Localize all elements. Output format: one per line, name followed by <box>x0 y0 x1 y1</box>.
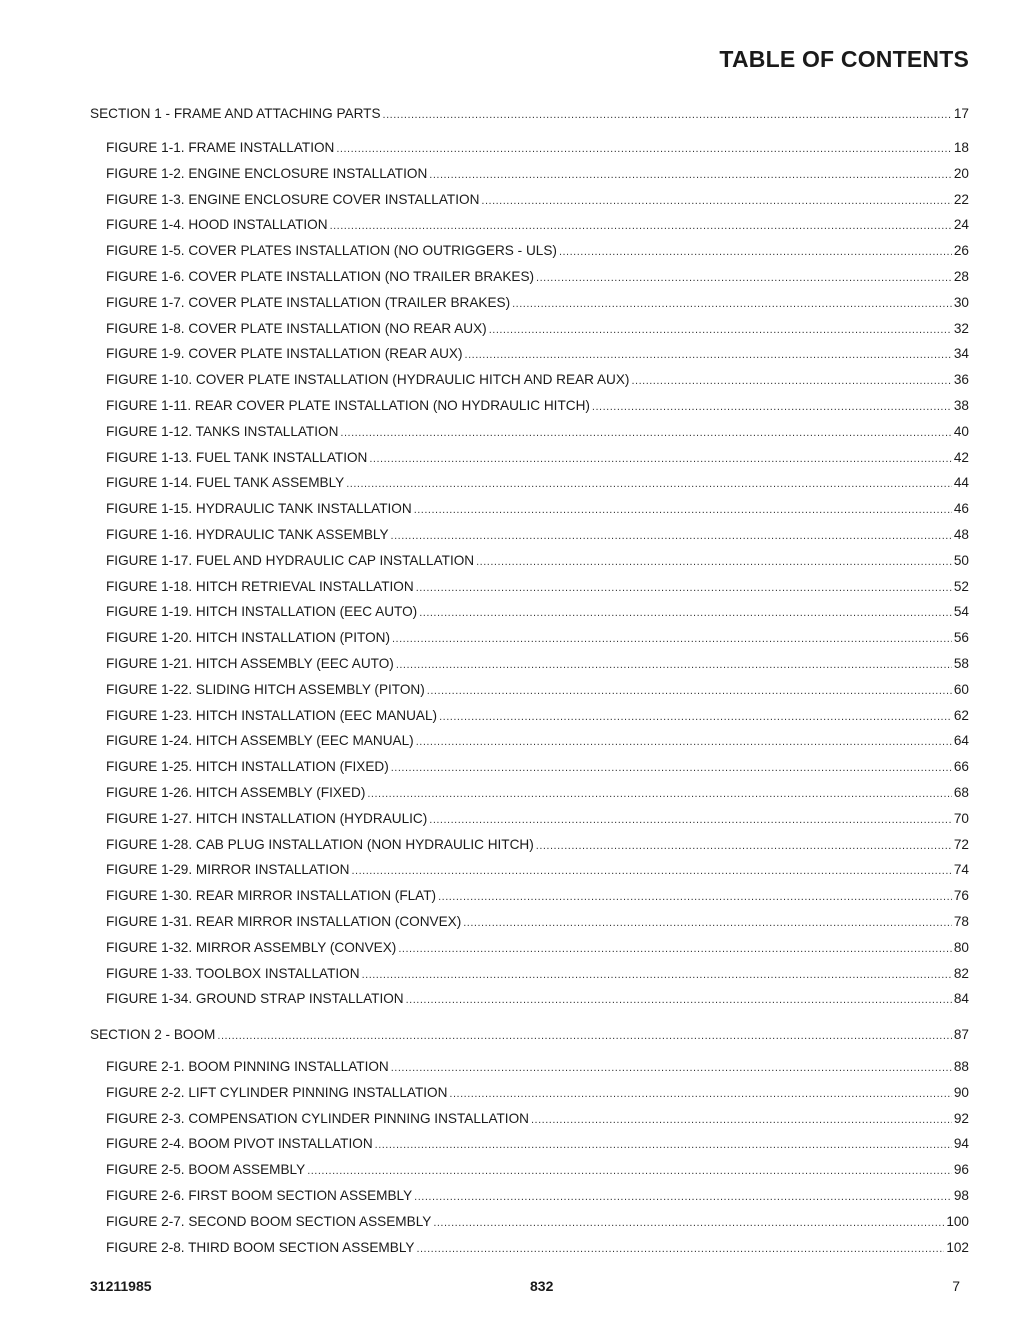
toc-dot-leader <box>383 109 952 121</box>
toc-dot-leader <box>375 1139 952 1151</box>
toc-figure-entry[interactable] <box>90 1085 969 1111</box>
toc-dot-leader <box>414 1191 952 1203</box>
toc-entry-title: FIGURE 1-28. CAB PLUG INSTALLATION (NON HYDRAULIC HITCH) <box>106 836 534 852</box>
toc-figure-entry[interactable] <box>90 1136 969 1162</box>
toc-entry-page: 44 <box>953 475 969 491</box>
toc-entry-page: 80 <box>953 939 969 955</box>
toc-entry-title: FIGURE 1-10. COVER PLATE INSTALLATION (HYDRAULIC HITCH AND REAR AUX) <box>106 372 630 388</box>
toc-figure-entry[interactable] <box>90 682 969 708</box>
toc-dot-leader <box>463 917 952 929</box>
toc-figure-entry[interactable] <box>90 656 969 682</box>
toc-figure-entry[interactable] <box>90 1059 969 1085</box>
toc-entry-page: 20 <box>953 165 969 181</box>
toc-entry-title: FIGURE 1-21. HITCH ASSEMBLY (EEC AUTO) <box>106 655 394 671</box>
toc-figure-entry[interactable] <box>90 759 969 785</box>
toc-entry-title: FIGURE 1-9. COVER PLATE INSTALLATION (REAR AUX) <box>106 346 463 362</box>
toc-entry-page: 66 <box>953 759 969 775</box>
toc-entry-title: FIGURE 1-16. HYDRAULIC TANK ASSEMBLY <box>106 526 389 542</box>
toc-dot-leader <box>391 1062 952 1074</box>
toc-entry-page: 58 <box>953 655 969 671</box>
toc-entry-page: 102 <box>946 1239 969 1255</box>
toc-entry-title: FIGURE 2-8. THIRD BOOM SECTION ASSEMBLY <box>106 1239 415 1255</box>
toc-entry-page: 30 <box>953 294 969 310</box>
toc-entry-title: FIGURE 1-1. FRAME INSTALLATION <box>106 140 335 155</box>
toc-entry-page: 60 <box>953 681 969 697</box>
toc-dot-leader <box>392 633 952 645</box>
toc-dot-leader <box>489 324 952 336</box>
table-of-contents <box>90 106 969 1265</box>
toc-entry-title: FIGURE 1-31. REAR MIRROR INSTALLATION (CONVEX) <box>106 913 462 929</box>
toc-entry-title: FIGURE 2-7. SECOND BOOM SECTION ASSEMBLY <box>106 1213 432 1229</box>
toc-entry-title: FIGURE 1-2. ENGINE ENCLOSURE INSTALLATION <box>106 165 428 181</box>
toc-entry-title: FIGURE 2-6. FIRST BOOM SECTION ASSEMBLY <box>106 1188 413 1204</box>
toc-entry-title: FIGURE 1-8. COVER PLATE INSTALLATION (NO REAR AUX) <box>106 320 487 336</box>
toc-figure-entry[interactable] <box>90 1240 969 1266</box>
toc-entry-title: FIGURE 1-24. HITCH ASSEMBLY (EEC MANUAL) <box>106 733 414 749</box>
toc-entry-title: FIGURE 1-26. HITCH ASSEMBLY (FIXED) <box>106 784 366 800</box>
toc-figure-entry[interactable] <box>90 579 969 605</box>
toc-figure-entry[interactable] <box>90 966 969 992</box>
toc-figure-entry[interactable] <box>90 1162 969 1188</box>
toc-figure-entry[interactable] <box>90 450 969 476</box>
toc-entry-page: 40 <box>953 423 969 439</box>
toc-dot-leader <box>416 736 952 748</box>
toc-entry-title: SECTION 1 - FRAME AND ATTACHING PARTS <box>90 106 381 121</box>
toc-entry-page: 32 <box>953 320 969 336</box>
toc-figure-entry[interactable] <box>90 321 969 347</box>
toc-dot-leader <box>439 711 952 723</box>
toc-dot-leader <box>433 1217 944 1229</box>
toc-entry-page: 82 <box>953 965 969 981</box>
toc-entry-title: FIGURE 1-7. COVER PLATE INSTALLATION (TRAILER BRAKES) <box>106 294 511 310</box>
toc-dot-leader <box>512 298 952 310</box>
toc-entry-title: FIGURE 1-18. HITCH RETRIEVAL INSTALLATION <box>106 578 414 594</box>
toc-figure-entry[interactable] <box>90 888 969 914</box>
toc-figure-entry[interactable] <box>90 398 969 424</box>
toc-dot-leader <box>351 865 951 877</box>
toc-dot-leader <box>391 530 952 542</box>
toc-dot-leader <box>398 943 952 955</box>
footer-model: 832 <box>530 1278 554 1294</box>
toc-entry-title: FIGURE 1-11. REAR COVER PLATE INSTALLATION (NO HYDRAULIC HITCH) <box>106 397 590 413</box>
toc-entry-title: FIGURE 2-5. BOOM ASSEMBLY <box>106 1162 306 1178</box>
toc-figure-entry[interactable] <box>90 811 969 837</box>
toc-figure-entry[interactable] <box>90 785 969 811</box>
toc-entry-title: FIGURE 2-4. BOOM PIVOT INSTALLATION <box>106 1136 373 1152</box>
toc-entry-page: 98 <box>953 1188 969 1204</box>
toc-figure-entry[interactable] <box>90 940 969 966</box>
toc-figure-entry[interactable] <box>90 708 969 734</box>
toc-entry-page: 96 <box>953 1162 969 1178</box>
toc-entry-title: FIGURE 1-13. FUEL TANK INSTALLATION <box>106 449 368 465</box>
toc-entry-page: 88 <box>953 1059 969 1075</box>
toc-entry-page: 17 <box>953 106 969 121</box>
toc-dot-leader <box>419 607 952 619</box>
toc-entry-page: 36 <box>953 372 969 388</box>
toc-figure-entry[interactable] <box>90 553 969 579</box>
toc-entry-title: FIGURE 1-12. TANKS INSTALLATION <box>106 423 339 439</box>
toc-figure-entry[interactable] <box>90 733 969 759</box>
toc-entry-title: FIGURE 1-34. GROUND STRAP INSTALLATION <box>106 991 404 1007</box>
toc-figure-entry[interactable] <box>90 991 969 1017</box>
toc-entry-page: 78 <box>953 913 969 929</box>
toc-dot-leader <box>631 375 951 387</box>
toc-entry-title: FIGURE 1-3. ENGINE ENCLOSURE COVER INSTALLATION <box>106 191 480 207</box>
toc-entry-title: FIGURE 1-23. HITCH INSTALLATION (EEC MANUAL) <box>106 707 438 723</box>
footer-doc-number: 31211985 <box>90 1278 152 1294</box>
toc-dot-leader <box>330 220 952 232</box>
toc-entry-page: 100 <box>946 1213 969 1229</box>
toc-dot-leader <box>465 349 952 361</box>
toc-figure-entry[interactable] <box>90 424 969 450</box>
toc-dot-leader <box>592 401 952 413</box>
toc-entry-page: 70 <box>953 810 969 826</box>
toc-figure-entry[interactable] <box>90 604 969 630</box>
toc-entry-title: FIGURE 1-33. TOOLBOX INSTALLATION <box>106 965 360 981</box>
toc-entry-page: 28 <box>953 268 969 284</box>
toc-entry-page: 46 <box>953 501 969 517</box>
toc-entry-title: FIGURE 1-30. REAR MIRROR INSTALLATION (FLAT) <box>106 888 437 904</box>
toc-entry-title: FIGURE 1-25. HITCH INSTALLATION (FIXED) <box>106 759 389 775</box>
toc-figure-entry[interactable] <box>90 1111 969 1137</box>
toc-dot-leader <box>406 994 952 1006</box>
toc-dot-leader <box>391 762 952 774</box>
toc-entry-page: 76 <box>953 888 969 904</box>
toc-dot-leader <box>217 1030 951 1042</box>
toc-entry-page: 42 <box>953 449 969 465</box>
toc-dot-leader <box>536 272 952 284</box>
toc-figure-entry[interactable] <box>90 269 969 295</box>
toc-dot-leader <box>476 556 952 568</box>
toc-entry-page: 64 <box>953 733 969 749</box>
toc-dot-leader <box>536 840 952 852</box>
toc-entry-title: FIGURE 1-6. COVER PLATE INSTALLATION (NO TRAILER BRAKES) <box>106 268 535 284</box>
toc-dot-leader <box>427 685 952 697</box>
toc-entry-page: 94 <box>953 1136 969 1152</box>
toc-entry-page: 54 <box>953 604 969 620</box>
toc-entry-title: FIGURE 2-3. COMPENSATION CYLINDER PINNING INSTALLATION <box>106 1110 529 1126</box>
toc-figure-entry[interactable] <box>90 346 969 372</box>
toc-dot-leader <box>416 1243 944 1255</box>
toc-dot-leader <box>429 814 952 826</box>
toc-entry-title: FIGURE 2-1. BOOM PINNING INSTALLATION <box>106 1059 389 1075</box>
toc-dot-leader <box>414 504 952 516</box>
toc-dot-leader <box>340 427 951 439</box>
toc-entry-page: 34 <box>953 346 969 362</box>
toc-figure-entry[interactable] <box>90 1214 969 1240</box>
toc-figure-entry[interactable] <box>90 630 969 656</box>
toc-entry-page: 48 <box>953 526 969 542</box>
toc-figure-entry[interactable] <box>90 217 969 243</box>
toc-entry-title: FIGURE 1-29. MIRROR INSTALLATION <box>106 862 350 878</box>
toc-figure-entry[interactable] <box>90 192 969 218</box>
toc-figure-entry[interactable] <box>90 372 969 398</box>
toc-entry-title: FIGURE 1-17. FUEL AND HYDRAULIC CAP INSTALLATION <box>106 552 475 568</box>
toc-section-entry[interactable] <box>90 1025 969 1059</box>
toc-figure-entry[interactable] <box>90 501 969 527</box>
toc-figure-entry[interactable] <box>90 914 969 940</box>
toc-figure-entry[interactable] <box>90 1188 969 1214</box>
toc-entry-page: 26 <box>953 243 969 259</box>
footer-page-number: 7 <box>952 1278 960 1294</box>
toc-entry-title: FIGURE 1-4. HOOD INSTALLATION <box>106 217 328 233</box>
toc-dot-leader <box>559 246 952 258</box>
toc-entry-page: 50 <box>953 552 969 568</box>
toc-section-entry[interactable] <box>90 106 969 140</box>
toc-dot-leader <box>429 169 952 181</box>
toc-entry-page: 74 <box>953 862 969 878</box>
toc-dot-leader <box>362 969 952 981</box>
toc-figure-entry[interactable] <box>90 837 969 863</box>
toc-entry-title: FIGURE 1-14. FUEL TANK ASSEMBLY <box>106 475 345 491</box>
toc-entry-page: 87 <box>953 1027 969 1043</box>
toc-dot-leader <box>336 143 952 155</box>
toc-entry-page: 68 <box>953 784 969 800</box>
toc-figure-entry[interactable] <box>90 862 969 888</box>
toc-dot-leader <box>367 788 952 800</box>
toc-entry-title: FIGURE 1-5. COVER PLATES INSTALLATION (NO OUTRIGGERS - ULS) <box>106 243 557 259</box>
toc-entry-page: 92 <box>953 1110 969 1126</box>
toc-dot-leader <box>531 1114 952 1126</box>
toc-entry-title: FIGURE 1-27. HITCH INSTALLATION (HYDRAULIC) <box>106 810 428 826</box>
toc-entry-title: FIGURE 1-22. SLIDING HITCH ASSEMBLY (PITON) <box>106 681 425 697</box>
toc-entry-page: 62 <box>953 707 969 723</box>
toc-figure-entry[interactable] <box>90 243 969 269</box>
toc-figure-entry[interactable] <box>90 140 969 166</box>
toc-entry-page: 22 <box>953 191 969 207</box>
toc-entry-title: FIGURE 1-20. HITCH INSTALLATION (PITON) <box>106 630 390 646</box>
toc-dot-leader <box>416 582 952 594</box>
toc-dot-leader <box>438 891 952 903</box>
toc-dot-leader <box>449 1088 951 1100</box>
toc-entry-page: 84 <box>953 991 969 1007</box>
toc-entry-title: FIGURE 2-2. LIFT CYLINDER PINNING INSTALLATION <box>106 1084 448 1100</box>
page-footer <box>90 1278 960 1298</box>
toc-entry-page: 72 <box>953 836 969 852</box>
toc-entry-page: 24 <box>953 217 969 233</box>
toc-entry-page: 52 <box>953 578 969 594</box>
toc-figure-entry[interactable] <box>90 166 969 192</box>
toc-entry-title: FIGURE 1-32. MIRROR ASSEMBLY (CONVEX) <box>106 939 397 955</box>
toc-entry-page: 90 <box>953 1084 969 1100</box>
toc-dot-leader <box>481 195 951 207</box>
toc-entry-title: FIGURE 1-15. HYDRAULIC TANK INSTALLATION <box>106 501 412 517</box>
page-title: TABLE OF CONTENTS <box>719 46 969 72</box>
toc-dot-leader <box>369 453 952 465</box>
toc-entry-page: 38 <box>953 397 969 413</box>
toc-figure-entry[interactable] <box>90 295 969 321</box>
toc-entry-title: FIGURE 1-19. HITCH INSTALLATION (EEC AUTO) <box>106 604 418 620</box>
toc-dot-leader <box>346 478 952 490</box>
toc-figure-entry[interactable] <box>90 475 969 501</box>
toc-dot-leader <box>307 1165 952 1177</box>
toc-dot-leader <box>396 659 952 671</box>
toc-entry-page: 56 <box>953 630 969 646</box>
toc-entry-title: SECTION 2 - BOOM <box>90 1027 216 1043</box>
toc-figure-entry[interactable] <box>90 527 969 553</box>
toc-entry-page: 18 <box>953 140 969 155</box>
